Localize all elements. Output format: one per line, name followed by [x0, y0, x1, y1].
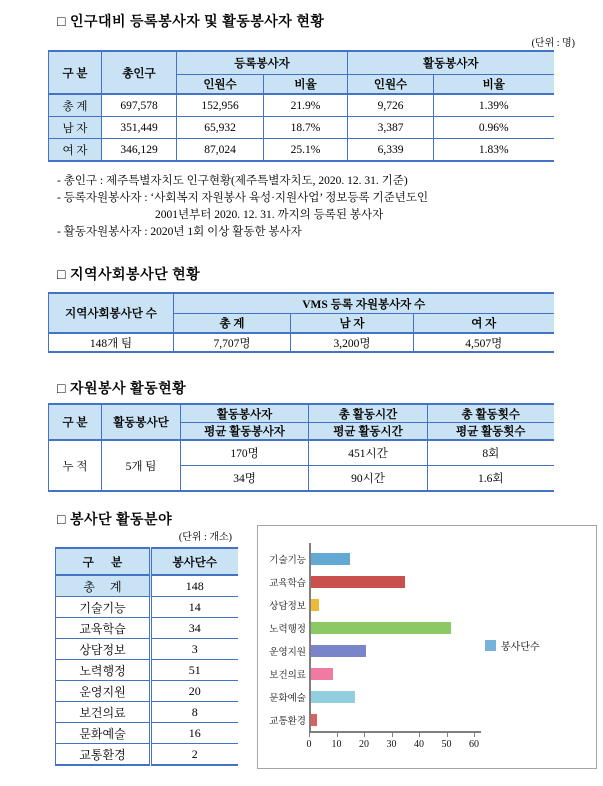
- chart-x-tick-label: 30: [386, 739, 397, 750]
- row-label: 교통환경: [56, 744, 151, 766]
- chart-row: [258, 708, 596, 731]
- row-label: 총 계: [49, 94, 102, 117]
- chart-row: [258, 685, 596, 708]
- activity-field-table: [55, 547, 238, 766]
- cell: 148: [151, 575, 238, 597]
- header-avg-times: 평균 활동횟수: [428, 423, 554, 441]
- chart-category-label: 상담정보: [269, 601, 306, 612]
- table-row: [56, 702, 238, 723]
- row-label: 교육학습: [56, 618, 151, 639]
- chart-category-label: 문화예술: [269, 693, 306, 704]
- cell: 34: [151, 618, 238, 639]
- chart-category-label: 기술기능: [269, 555, 306, 566]
- chart-legend: [485, 638, 540, 653]
- cell: 148개 팀: [49, 333, 174, 352]
- table-row-female: [49, 139, 554, 162]
- header-active-volunteers: 활동봉사자: [181, 404, 309, 423]
- unit-label-section4: (단위 : 개소): [178, 532, 232, 543]
- section4-title: □ 봉사단 활동분야: [57, 513, 173, 528]
- field-table-column: [0, 531, 240, 766]
- header-team-count: 지역사회봉사단 수: [49, 293, 174, 333]
- cell: 9,726: [348, 94, 434, 117]
- footnote-line: - 활동자원봉사자 : 2020년 1회 이상 활동한 봉사자: [57, 226, 302, 238]
- row-label: 여 자: [49, 139, 102, 162]
- row-label: 문화예술: [56, 723, 151, 744]
- table-row: [56, 681, 238, 702]
- cell: 8: [151, 702, 238, 723]
- cell: 3,200명: [291, 333, 414, 352]
- header-act-ratio: 비율: [434, 75, 554, 95]
- header-gubun: 구 분: [49, 51, 102, 94]
- chart-category-label: 교육학습: [269, 578, 306, 589]
- chart-row: [258, 593, 596, 616]
- cell: 87,024: [177, 139, 264, 162]
- cell: 346,129: [102, 139, 177, 162]
- cell: 34명: [181, 466, 309, 492]
- row-label: 노력행정: [56, 660, 151, 681]
- header-avg-volunteers: 평균 활동봉사자: [181, 423, 309, 441]
- chart-bar: [311, 691, 355, 703]
- cell: 1.6회: [478, 473, 504, 485]
- footnote-line: - 총인구 : 제주특별자치도 인구현황(제주특별자치도, 2020. 12. 31. 기준): [57, 175, 408, 187]
- chart-x-tick-mark: [337, 733, 338, 737]
- cell: 3: [151, 639, 238, 660]
- chart-category-label: 노력행정: [269, 624, 306, 635]
- table-row: [56, 597, 238, 618]
- table-row: [56, 639, 238, 660]
- table-row: [49, 440, 554, 466]
- chart-row: [258, 570, 596, 593]
- table-row-total: [56, 575, 238, 597]
- header-vms-total: 총 계: [174, 314, 291, 334]
- row-label: 기술기능: [56, 597, 151, 618]
- chart-x-tick-label: 40: [414, 739, 424, 750]
- chart-row: [258, 662, 596, 685]
- cell: 25.1%: [264, 139, 348, 162]
- table-row: [56, 618, 238, 639]
- cell: 14: [151, 597, 238, 618]
- cell: 6,339: [348, 139, 434, 162]
- chart-x-tick-mark: [309, 733, 310, 737]
- cell: 90시간: [309, 466, 428, 492]
- table-row: [56, 723, 238, 744]
- header-act-count: 인원수: [348, 75, 434, 95]
- chart-category-label: 보건의료: [269, 670, 306, 681]
- chart-rows: [258, 547, 596, 731]
- footnote-line-continuation: 2001년부터 2020. 12. 31. 까지의 등록된 봉사자: [155, 209, 384, 221]
- chart-category-label: 교통환경: [269, 716, 306, 727]
- row-label: 운영지원: [56, 681, 151, 702]
- section3-title: □ 자원봉사 활동현황: [57, 382, 187, 397]
- table-row: [49, 333, 554, 352]
- header-reg-ratio: 비율: [264, 75, 348, 95]
- chart-x-tick-mark: [474, 733, 475, 737]
- header-total-hours: 총 활동시간: [309, 404, 428, 423]
- chart-x-tick-mark: [419, 733, 420, 737]
- chart-x-axis-labels: [258, 733, 596, 757]
- row-label: 상담정보: [56, 639, 151, 660]
- row-label-cumulative: 누 적: [49, 440, 102, 491]
- footnotes: [57, 173, 603, 241]
- cell: 8회: [428, 440, 554, 466]
- header-avg-hours: 평균 활동시간: [309, 423, 428, 441]
- chart-x-tick-mark: [392, 733, 393, 737]
- legend-label: 봉사단수: [501, 642, 540, 653]
- header-gubun: 구 분: [49, 404, 102, 440]
- activity-status-table: [48, 403, 554, 492]
- row-label: 보건의료: [56, 702, 151, 723]
- section4-content: [0, 531, 603, 766]
- chart-x-tick-mark: [447, 733, 448, 737]
- cell: 3,387: [348, 117, 434, 139]
- header-active-volunteers: 활동봉사자: [348, 51, 554, 75]
- cell: 20: [151, 681, 238, 702]
- cell: 21.9%: [264, 94, 348, 117]
- row-label: 남 자: [49, 117, 102, 139]
- chart-bar: [311, 714, 317, 726]
- cell: 1.83%: [478, 143, 509, 156]
- chart-row: [258, 547, 596, 570]
- header-active-teams: 활동봉사단: [102, 404, 181, 440]
- chart-x-tick-mark: [364, 733, 365, 737]
- table-row-male: [49, 117, 554, 139]
- cell: 697,578: [102, 94, 177, 117]
- population-volunteer-table: [48, 50, 554, 162]
- unit-label-section1: (단위 : 명): [531, 38, 575, 49]
- table-row: [56, 660, 238, 681]
- cell: 16: [151, 723, 238, 744]
- header-vms-registered: VMS 등록 자원봉사자 수: [174, 293, 554, 314]
- chart-x-tick-label: 0: [306, 739, 312, 750]
- cell: 152,956: [177, 94, 264, 117]
- chart-x-tick-label: 60: [469, 739, 479, 750]
- cell: 170명: [181, 440, 309, 466]
- cell: 0.96%: [434, 117, 554, 139]
- chart-x-tick-label: 10: [331, 739, 342, 750]
- chart-bar: [311, 645, 366, 657]
- cell: 7,707명: [174, 333, 291, 352]
- cell: 51: [151, 660, 238, 681]
- header-vms-female: 여 자: [414, 314, 554, 334]
- table-row: [56, 744, 238, 766]
- chart-bar: [311, 599, 319, 611]
- community-team-table: [48, 292, 554, 353]
- section1-title: □ 인구대비 등록봉사자 및 활동봉사자 현황: [57, 15, 325, 30]
- row-label: 총 계: [56, 575, 151, 597]
- cell: 18.7%: [264, 117, 348, 139]
- cell: 65,932: [177, 117, 264, 139]
- chart-category-label: 운영지원: [269, 647, 306, 658]
- header-registered-volunteers: 등록봉사자: [177, 51, 348, 75]
- cell: 4,507명: [465, 337, 503, 350]
- section2-title: □ 지역사회봉사단 현황: [57, 268, 201, 283]
- header-gubun: 구 분: [56, 548, 151, 575]
- header-total-times: 총 활동횟수: [428, 404, 554, 423]
- header-total-population: 총인구: [102, 51, 177, 94]
- header-vms-male: 남 자: [291, 314, 414, 334]
- table-row-total: [49, 94, 554, 117]
- cell: 2: [151, 744, 238, 766]
- field-bar-chart: [257, 525, 597, 769]
- cell-team-count: 5개 팀: [102, 440, 181, 491]
- chart-bar: [311, 622, 451, 634]
- cell: 1.39%: [434, 94, 554, 117]
- header-team-count: 봉사단수: [151, 548, 238, 575]
- chart-bar: [311, 553, 350, 565]
- chart-row: [258, 616, 596, 639]
- chart-bar: [311, 668, 333, 680]
- cell: 351,449: [102, 117, 177, 139]
- cell: 451시간: [309, 440, 428, 466]
- footnote-line: - 등록자원봉사자 : ‘사회복지 자원봉사 육성·지원사업’ 정보등록 기준년도인: [57, 192, 429, 204]
- chart-bar: [311, 576, 405, 588]
- header-reg-count: 인원수: [177, 75, 264, 95]
- chart-x-tick-label: 20: [359, 739, 369, 750]
- chart-x-tick-label: 50: [441, 739, 452, 750]
- chart-row: [258, 639, 596, 662]
- legend-swatch: [485, 640, 496, 651]
